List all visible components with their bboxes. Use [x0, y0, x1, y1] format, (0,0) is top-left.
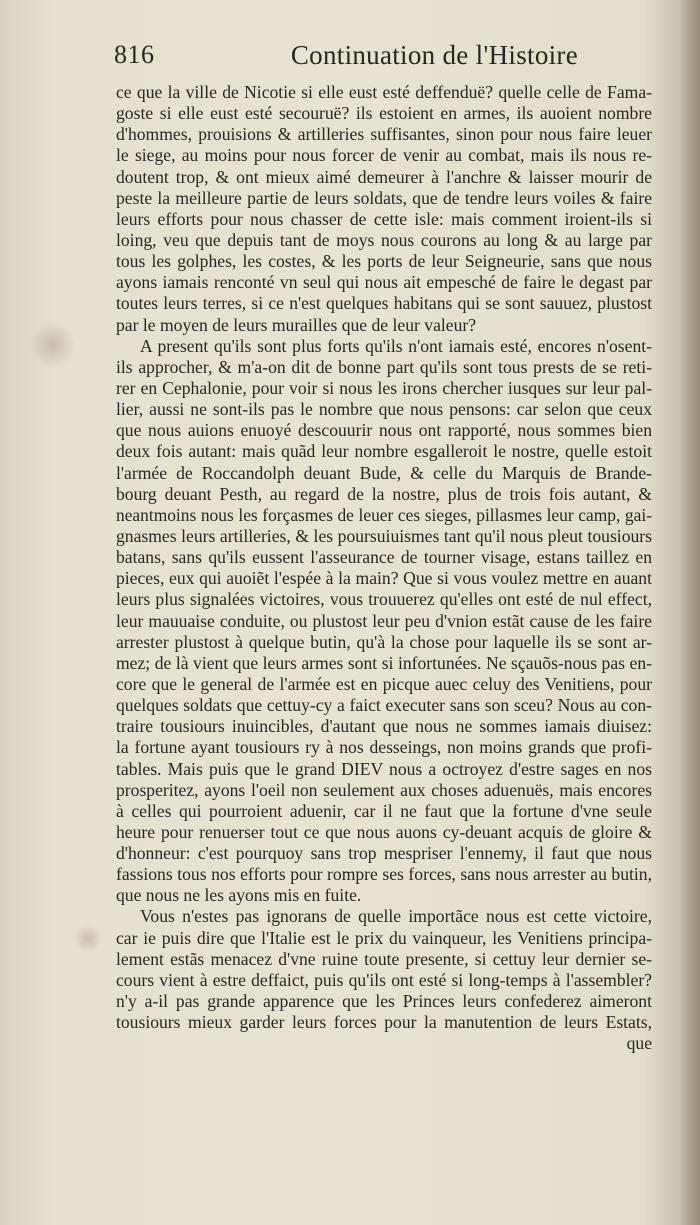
catchword: que: [626, 1033, 652, 1054]
text-line: tous les golphes, les costes, & les ports de leur Seigneurie, sans que nous: [116, 251, 652, 272]
text-line: la fortune ayant tousiours ry à nos desseings, non moins grands que profi-: [116, 737, 652, 758]
text-line: fassions tous nos efforts pour rompre ses forces, sans nous arrester au butin,: [116, 864, 652, 885]
text-line: deux fois autant: mais quãd leur nombre esgalleroit le nostre, quelle estoit: [116, 441, 652, 462]
text-line: d'hommes, prouisions & artilleries suffisantes, sinon pour nous faire leuer: [116, 124, 652, 145]
body-text: [116, 82, 652, 1054]
text-line: lement estãs menacez d'vne ruine toute presente, si cettuy leur dernier se-: [116, 948, 652, 969]
text-line: rer en Cephalonie, pour voir si nous les irons chercher iusques sur leur pal-: [116, 377, 652, 398]
text-line: car ie puis dire que l'Italie est le prix du vainqueur, les Venitiens principa-: [116, 927, 652, 948]
text-line: n'y a-il pas grande apparence que les Princes leurs confederez aimeront: [116, 991, 652, 1012]
text-line: quelques soldats que cettuy-cy a faict executer sans son sceu? Nous au con-: [116, 695, 652, 716]
text-line: d'honneur: c'est pourquoy sans trop mespriser l'ennemy, il faut que nous: [116, 843, 652, 864]
text-line: le siege, au moins pour nous forcer de venir au combat, mais ils nous re-: [116, 145, 652, 166]
page-spine-shadow: [678, 0, 700, 1225]
text-line: mez; de là vient que leurs armes sont si infortunées. Ne sçauõs-nous pas en-: [116, 652, 652, 673]
text-line: l'armée de Roccandolph deuant Bude, & celle du Marquis de Brande-: [116, 462, 652, 483]
text-line: neantmoins nous les forçasmes de leuer ces sieges, pillasmes leur camp, gai-: [116, 504, 652, 525]
text-line: pieces, eux qui auoiẽt l'espée à la main? Que si vous voulez mettre en auant: [116, 568, 652, 589]
text-line: toutes leurs terres, si ce n'est quelques habitans qui se sont sauuez, plustost: [116, 293, 652, 314]
text-line: peste la meilleure partie de leurs soldats, que de tendre leurs voiles & faire: [116, 187, 652, 208]
text-line: prosperitez, ayons l'oeil non seulement aux choses aduenuës, mais encores: [116, 779, 652, 800]
text-line: à celles qui pourroient aduenir, car il ne faut que la fortune d'vne seule: [116, 800, 652, 821]
paragraph-start-line: Vous n'estes pas ignorans de quelle importãce nous est cette victoire,: [140, 906, 652, 927]
running-title: Continuation de l'Histoire: [290, 40, 578, 70]
text-line: arrester plustost à quelque butin, qu'à la chose pour laquelle ils se sont ar-: [116, 631, 652, 652]
text-line: lier, aussi ne sont-ils pas le nombre que nous pensons: car selon que ceux: [116, 399, 652, 420]
text-line: heure pour renuerser tout ce que nous auons cy-deuant acquis de gloire &: [116, 821, 652, 842]
text-line: tousiours mieux garder leurs forces pour la manutention de leurs Estats,: [116, 1012, 652, 1033]
text-line: que nous auions enuoyé descouurir nous ont rapporté, nous sommes bien: [116, 420, 652, 441]
page-header: [108, 40, 578, 80]
text-line: leurs efforts pour nous chasser de cette isle: mais comment iroient-ils si: [116, 208, 652, 229]
text-line: loing, veu que depuis tant de moys nous courons au long & au large par: [116, 229, 652, 250]
text-line: que nous ne les ayons mis en fuite.: [116, 885, 362, 906]
paper-stain: [30, 322, 76, 368]
text-line: cours vient à estre deffaict, puis qu'ils ont esté si long-temps à l'assembler?: [116, 969, 652, 990]
text-line: ayons iamais renconté vn seul qui nous ait empesché de faire le degast par: [116, 272, 652, 293]
text-line: bourg deuant Pesth, au regard de la nostre, plus de trois fois autant, &: [116, 483, 652, 504]
text-line: leurs plus signalées victoires, vous trouuerez qu'elles ont esté de nul effect,: [116, 589, 652, 610]
paragraph-start-line: A present qu'ils sont plus forts qu'ils n'ont iamais esté, encores n'osent-: [140, 335, 652, 356]
text-line: ils approcher, & m'a-on dit de bonne part qu'ils sont tous prests de se reti-: [116, 356, 652, 377]
text-line: traire tousiours inuincibles, d'autant que nous ne sommes iamais diuisez:: [116, 716, 652, 737]
text-line: tables. Mais puis que le grand DIEV nous a octroyez d'estre sages en nos: [116, 758, 652, 779]
text-line: par le moyen de leurs murailles que de leur valeur?: [116, 314, 477, 335]
text-line: doutent trop, & ont mieux aimé demeurer à l'anchre & laisser mourir de: [116, 166, 652, 187]
text-line: core que le general de l'armée est en picque auec celuy des Venitiens, pour: [116, 673, 652, 694]
text-line: gnasmes leurs artilleries, & les poursuiuismes tant qu'il nous pleut tousiours: [116, 525, 652, 546]
text-line: ce que la ville de Nicotie si elle eust esté deffenduë? quelle celle de Fama-: [116, 82, 652, 102]
text-line: goste si elle eust esté secouruë? ils estoient en armes, ils auoient nombre: [116, 103, 652, 124]
paper-stain: [74, 925, 102, 953]
text-line: leur mauuaise conduite, ou plustost leur peu d'vnion estãt cause de les faire: [116, 610, 652, 631]
page-number: 816: [114, 40, 155, 69]
text-line: batans, sans qu'ils eussent l'asseurance de tourner visage, estans taillez en: [116, 547, 652, 568]
